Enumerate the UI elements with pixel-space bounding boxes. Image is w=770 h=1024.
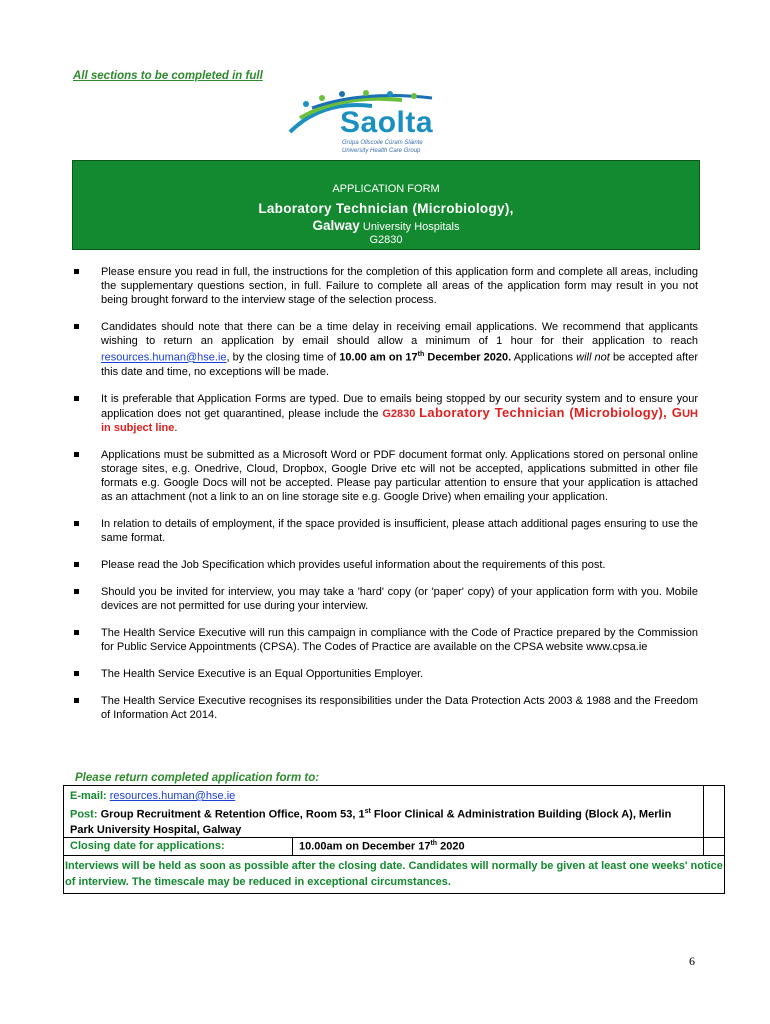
subject-code: G2830 — [382, 407, 416, 420]
bullet-icon — [74, 562, 79, 567]
closing-value: 10.00am on December 17th 2020 — [292, 838, 465, 855]
logo-subtitle-irish: Grúpa Ollscoile Cúram Sláinte — [342, 140, 423, 146]
contact-row — [64, 786, 724, 838]
instructions-list — [72, 265, 698, 735]
list-item: Should you be invited for interview, you may take a 'hard' copy (or 'paper' copy) of your application form with you. Mobile devices are not permitted for use during your interview. — [72, 585, 698, 613]
hospital-line — [73, 218, 699, 233]
interview-note: Interviews will be held as soon as possible after the closing date. Candidates will normally be given at least one weeks' notice of interview. The timescale may be reduced in exceptional circumstances. — [65, 860, 723, 888]
empty-cell — [703, 786, 724, 837]
bullet-icon — [74, 396, 79, 401]
bullet-icon — [74, 452, 79, 457]
bullet-icon — [74, 521, 79, 526]
page-number: 6 — [689, 954, 695, 968]
subject-title: Laboratory Technician (Microbiology), G — [419, 404, 683, 420]
list-item: The Health Service Executive recognises its responsibilities under the Data Protection Acts 2003 & 1988 and the Freedom of Information Act 2014. — [72, 694, 698, 722]
hospitals: University Hospitals — [362, 221, 460, 233]
closing-label: Closing date for applications: — [70, 840, 225, 852]
email-link[interactable]: resources.human@hse.ie — [101, 351, 227, 364]
return-heading: Please return completed application form to: — [75, 772, 320, 784]
list-item: It is preferable that Application Forms are typed. Due to emails being stopped by our security system and to ensure your application does not get quarantined, please include the G2830 Laboratory Technician (Microbiology), GUH in subject line. — [72, 392, 698, 435]
return-info-table — [63, 785, 725, 894]
list-item: Please read the Job Specification which provides useful information about the requirements of this post. — [72, 558, 698, 572]
city: Galway — [312, 218, 360, 233]
bullet-icon — [74, 589, 79, 594]
instruction-note: All sections to be completed in full — [73, 70, 263, 82]
bullet-icon — [74, 671, 79, 676]
job-code: G2830 — [369, 234, 403, 246]
closing-row — [64, 838, 724, 856]
job-title: Laboratory Technician (Microbiology), — [258, 201, 514, 216]
list-item: In relation to details of employment, if the space provided is insufficient, please attach additional pages ensuring to use the same format. — [72, 517, 698, 545]
saolta-logo — [282, 90, 482, 156]
list-item: Applications must be submitted as a Microsoft Word or PDF document format only. Applications stored on personal online storage sites, e.g. Onedrive, Cloud, Dropbox, Google Drive etc will not be accepted, applications submitted in other file formats e.g. Google Docs will not be accepted. Please pay particular attention to ensure that your application is attached as an attachment (not a link to an on line storage site e.g. Google Drive) when emailing your application. — [72, 448, 698, 504]
bullet-icon — [74, 630, 79, 635]
empty-cell — [703, 838, 724, 855]
list-item: The Health Service Executive will run this campaign in compliance with the Code of Practice prepared by the Commission for Public Service Appointments (CPSA). The Codes of Practice are available on the CPSA website www.cpsa.ie — [72, 626, 698, 654]
list-item: The Health Service Executive is an Equal Opportunities Employer. — [72, 667, 698, 681]
logo-subtitle-english: University Health Care Group — [342, 148, 421, 154]
email-link[interactable]: resources.human@hse.ie — [109, 790, 236, 802]
contact-details: E-mail: resources.human@hse.ie Post: Group Recruitment & Retention Office, Room 53, 1st Floor Clinical & Administration Building (Block A), Merlin Park University Hospital, Galway — [70, 790, 672, 836]
bullet-icon — [74, 698, 79, 703]
bullet-icon — [74, 324, 79, 329]
list-item: Please ensure you read in full, the instructions for the completion of this application form and complete all areas, including the supplementary questions section, in full. Failure to complete all areas of the application form may result in you not being brought forward to the interview stage of the selection process. — [72, 265, 698, 307]
form-label: APPLICATION FORM — [332, 183, 440, 195]
list-item: Candidates should note that there can be a time delay in receiving email applications. We recommend that applicants wishing to return an application by email should allow a minimum of 1 hour for their application to reach resources.human@hse.ie, by the closing time of 10.00 am on 17th December 2020. Applications will not be accepted after this date and time, no exceptions will be made. — [72, 320, 698, 379]
application-form-banner — [72, 160, 700, 250]
logo-text: Saolta — [340, 106, 434, 139]
bullet-icon — [74, 269, 79, 274]
